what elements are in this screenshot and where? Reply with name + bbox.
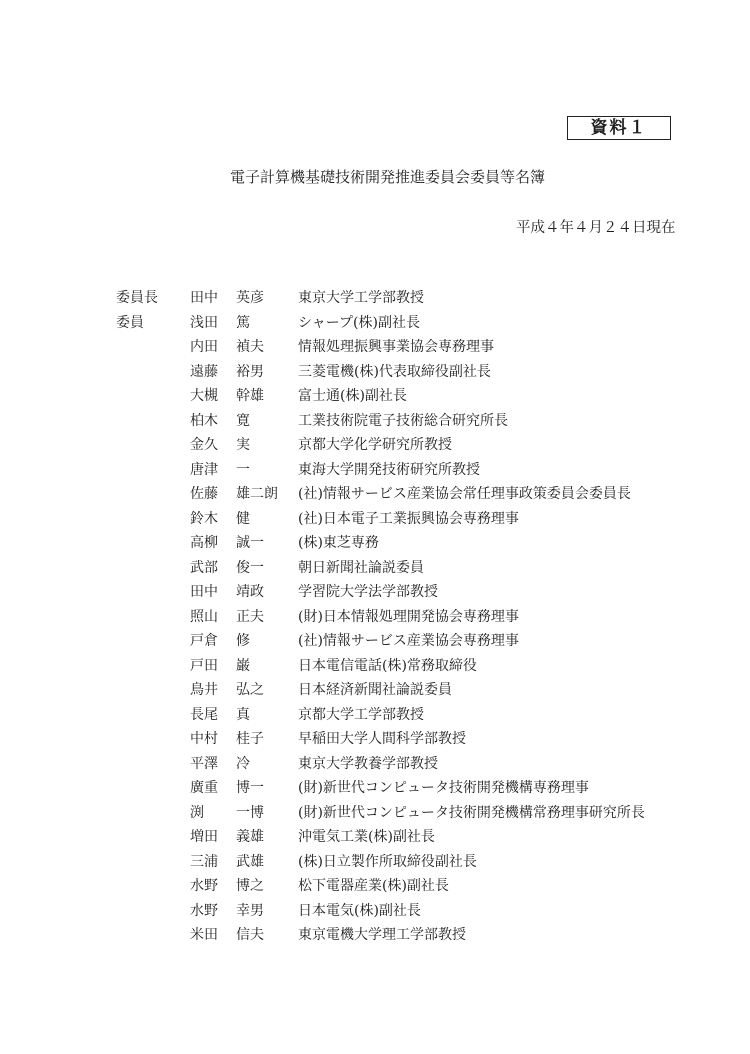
member-surname: 佐藤 xyxy=(190,486,218,502)
member-affiliation: 早稲田大学人間科学部教授 xyxy=(298,731,466,747)
member-affiliation: 東京大学工学部教授 xyxy=(298,290,424,306)
member-given-name: 一 xyxy=(236,461,250,478)
member-row xyxy=(116,923,716,948)
member-given-name: 冷 xyxy=(236,755,250,772)
member-given-name: 英彦 xyxy=(236,290,264,306)
member-affiliation: 日本電信電話(株)常務取締役 xyxy=(298,657,477,674)
member-given-name: 修 xyxy=(236,633,250,649)
member-row xyxy=(116,360,716,385)
member-row xyxy=(116,335,716,360)
member-surname: 米田 xyxy=(190,927,218,943)
member-row xyxy=(116,678,716,703)
member-row xyxy=(116,311,716,336)
member-surname: 鈴木 xyxy=(190,510,218,527)
member-given-name: 巌 xyxy=(236,657,250,674)
member-affiliation: 情報処理振興事業協会専務理事 xyxy=(298,339,494,355)
member-surname: 三浦 xyxy=(190,853,218,870)
member-surname: 増田 xyxy=(190,829,218,845)
member-affiliation: 京都大学工学部教授 xyxy=(298,706,424,723)
member-surname: 廣重 xyxy=(190,780,218,796)
member-surname: 大槻 xyxy=(190,388,218,404)
member-affiliation: 学習院大学法学部教授 xyxy=(298,584,438,600)
member-given-name: 寛 xyxy=(236,412,250,429)
member-surname: 長尾 xyxy=(190,706,218,723)
member-affiliation: (社)日本電子工業振興協会専務理事 xyxy=(298,510,519,527)
member-surname: 金久 xyxy=(190,437,218,453)
member-surname: 内田 xyxy=(190,339,218,355)
member-given-name: 義雄 xyxy=(236,829,264,845)
member-affiliation: (株)東芝専務 xyxy=(298,535,379,551)
member-row xyxy=(116,409,716,434)
member-surname: 鳥井 xyxy=(190,682,218,698)
member-given-name: 禎夫 xyxy=(236,339,264,355)
member-row xyxy=(116,899,716,924)
member-surname: 田中 xyxy=(190,290,218,306)
member-surname: 照山 xyxy=(190,608,218,625)
member-row xyxy=(116,433,716,458)
member-given-name: 裕男 xyxy=(236,363,264,380)
member-affiliation: 工業技術院電子技術総合研究所長 xyxy=(298,412,508,429)
member-surname: 戸倉 xyxy=(190,633,218,649)
member-affiliation: (社)情報サービス産業協会常任理事政策委員会委員長 xyxy=(298,486,631,502)
member-given-name: 正夫 xyxy=(236,608,264,625)
member-given-name: 博一 xyxy=(236,780,264,796)
member-affiliation: (財)新世代コンピュータ技術開発機構常務理事研究所長 xyxy=(298,804,645,821)
member-surname: 平澤 xyxy=(190,755,218,772)
member-affiliation: (財)新世代コンピュータ技術開発機構専務理事 xyxy=(298,780,589,796)
member-row xyxy=(116,801,716,826)
member-given-name: 信夫 xyxy=(236,927,264,943)
member-given-name: 誠一 xyxy=(236,535,264,551)
member-affiliation: 東京電機大学理工学部教授 xyxy=(298,927,466,943)
member-given-name: 幸男 xyxy=(236,902,264,919)
member-given-name: 桂子 xyxy=(236,731,264,747)
member-row xyxy=(116,874,716,899)
member-surname: 武部 xyxy=(190,559,218,576)
member-affiliation: 東京大学教養学部教授 xyxy=(298,755,438,772)
member-given-name: 武雄 xyxy=(236,853,264,870)
member-given-name: 俊一 xyxy=(236,559,264,576)
member-affiliation: シャープ(株)副社長 xyxy=(298,314,420,331)
member-row xyxy=(116,605,716,630)
member-affiliation: 富士通(株)副社長 xyxy=(298,388,407,404)
member-given-name: 篤 xyxy=(236,314,250,331)
member-affiliation: 日本経済新聞社論説委員 xyxy=(298,682,452,698)
member-row xyxy=(116,825,716,850)
member-affiliation: 沖電気工業(株)副社長 xyxy=(298,829,435,845)
member-surname: 田中 xyxy=(190,584,218,600)
member-affiliation: 三菱電機(株)代表取締役副社長 xyxy=(298,363,491,380)
member-row xyxy=(116,850,716,875)
member-row xyxy=(116,629,716,654)
member-given-name: 博之 xyxy=(236,878,264,894)
member-roster xyxy=(116,286,716,948)
member-given-name: 真 xyxy=(236,706,250,723)
member-affiliation: 東海大学開発技術研究所教授 xyxy=(298,461,480,478)
member-surname: 水野 xyxy=(190,878,218,894)
document-title: 電子計算機基礎技術開発推進委員会委員等名簿 xyxy=(230,168,546,186)
document-date: 平成４年４月２４日現在 xyxy=(516,220,676,236)
member-role: 委員長 xyxy=(116,290,158,306)
member-given-name: 実 xyxy=(236,437,250,453)
member-surname: 浅田 xyxy=(190,314,218,331)
member-row xyxy=(116,531,716,556)
member-affiliation: (株)日立製作所取締役副社長 xyxy=(298,853,477,870)
member-surname: 遠藤 xyxy=(190,363,218,380)
member-surname: 渕 xyxy=(190,804,204,821)
member-given-name: 一博 xyxy=(236,804,264,821)
member-row xyxy=(116,703,716,728)
member-row xyxy=(116,482,716,507)
member-affiliation: 京都大学化学研究所教授 xyxy=(298,437,452,453)
member-row xyxy=(116,776,716,801)
member-affiliation: 松下電器産業(株)副社長 xyxy=(298,878,449,894)
member-surname: 戸田 xyxy=(190,657,218,674)
member-row xyxy=(116,507,716,532)
member-surname: 中村 xyxy=(190,731,218,747)
member-given-name: 雄二朗 xyxy=(236,486,278,502)
member-row xyxy=(116,727,716,752)
member-row xyxy=(116,556,716,581)
member-row xyxy=(116,654,716,679)
member-surname: 唐津 xyxy=(190,461,218,478)
member-affiliation: (社)情報サービス産業協会専務理事 xyxy=(298,633,519,649)
member-affiliation: (財)日本情報処理開発協会専務理事 xyxy=(298,608,519,625)
member-row xyxy=(116,752,716,777)
member-surname: 高柳 xyxy=(190,535,218,551)
member-affiliation: 日本電気(株)副社長 xyxy=(298,902,421,919)
member-surname: 柏木 xyxy=(190,412,218,429)
member-given-name: 弘之 xyxy=(236,682,264,698)
member-given-name: 健 xyxy=(236,510,250,527)
member-given-name: 靖政 xyxy=(236,584,264,600)
document-label: 資料１ xyxy=(567,116,671,140)
member-role: 委員 xyxy=(116,314,144,331)
member-row xyxy=(116,580,716,605)
member-given-name: 幹雄 xyxy=(236,388,264,404)
member-row xyxy=(116,458,716,483)
member-row xyxy=(116,384,716,409)
member-affiliation: 朝日新聞社論説委員 xyxy=(298,559,424,576)
member-row xyxy=(116,286,716,311)
member-surname: 水野 xyxy=(190,902,218,919)
